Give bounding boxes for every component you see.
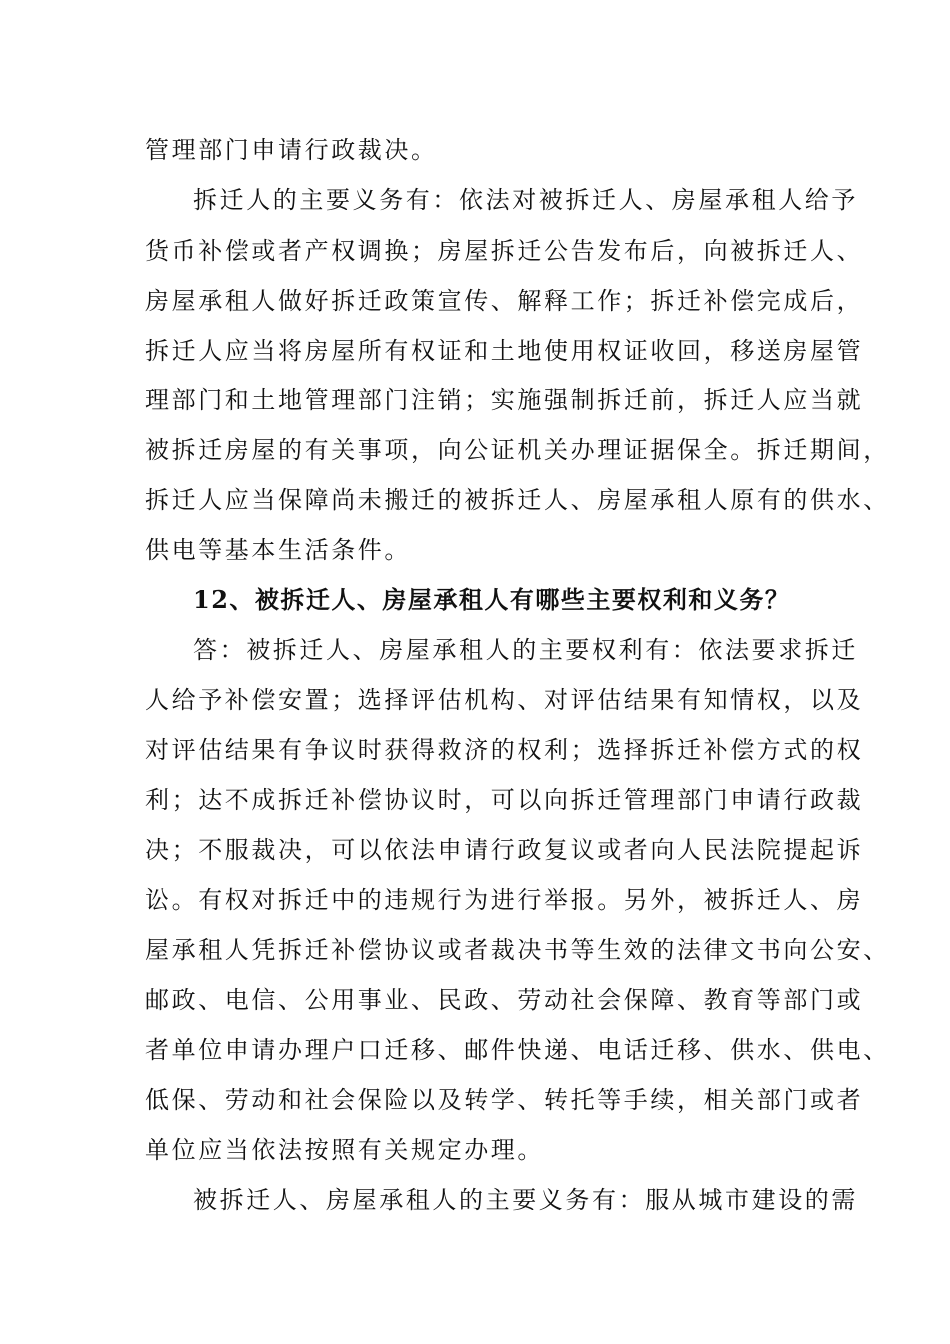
paragraph-first-line: 拆迁人的主要义务有：依法对被拆迁人、房屋承租人给予	[193, 186, 858, 214]
text-line: 人给予补偿安置；选择评估机构、对评估结果有知情权，以及	[145, 686, 864, 714]
text-line: 者单位申请办理户口迁移、邮件快递、电话迁移、供水、供电、	[145, 1036, 890, 1064]
text-line: 拆迁人应当保障尚未搬迁的被拆迁人、房屋承租人原有的供水、	[145, 486, 890, 514]
text-line: 管理部门申请行政裁决。	[145, 136, 438, 164]
text-line: 屋承租人凭拆迁补偿协议或者裁决书等生效的法律文书向公安、	[145, 936, 890, 964]
text-line: 邮政、电信、公用事业、民政、劳动社会保障、教育等部门或	[145, 986, 864, 1014]
text-line: 房屋承租人做好拆迁政策宣传、解释工作；拆迁补偿完成后，	[145, 287, 864, 315]
text-line: 理部门和土地管理部门注销；实施强制拆迁前，拆迁人应当就	[145, 386, 864, 414]
text-line: 讼。有权对拆迁中的违规行为进行举报。另外，被拆迁人、房	[145, 886, 864, 914]
text-line: 对评估结果有争议时获得救济的权利；选择拆迁补偿方式的权	[145, 736, 864, 764]
text-line: 决；不服裁决，可以依法申请行政复议或者向人民法院提起诉	[145, 836, 864, 864]
text-line: 货币补偿或者产权调换；房屋拆迁公告发布后，向被拆迁人、	[145, 237, 864, 265]
text-line: 拆迁人应当将房屋所有权证和土地使用权证收回，移送房屋管	[145, 337, 864, 365]
paragraph-first-line: 被拆迁人、房屋承租人的主要义务有：服从城市建设的需	[193, 1186, 858, 1214]
text-line: 供电等基本生活条件。	[145, 536, 411, 564]
text-line: 低保、劳动和社会保险以及转学、转托等手续，相关部门或者	[145, 1086, 864, 1114]
paragraph-first-line: 答：被拆迁人、房屋承租人的主要权利有：依法要求拆迁	[193, 636, 858, 664]
text-line: 单位应当依法按照有关规定办理。	[145, 1136, 544, 1164]
text-line: 被拆迁房屋的有关事项，向公证机关办理证据保全。拆迁期间，	[145, 436, 890, 464]
text-line: 利；达不成拆迁补偿协议时，可以向拆迁管理部门申请行政裁	[145, 786, 864, 814]
section-heading: 12、被拆迁人、房屋承租人有哪些主要权利和义务？	[193, 585, 791, 614]
